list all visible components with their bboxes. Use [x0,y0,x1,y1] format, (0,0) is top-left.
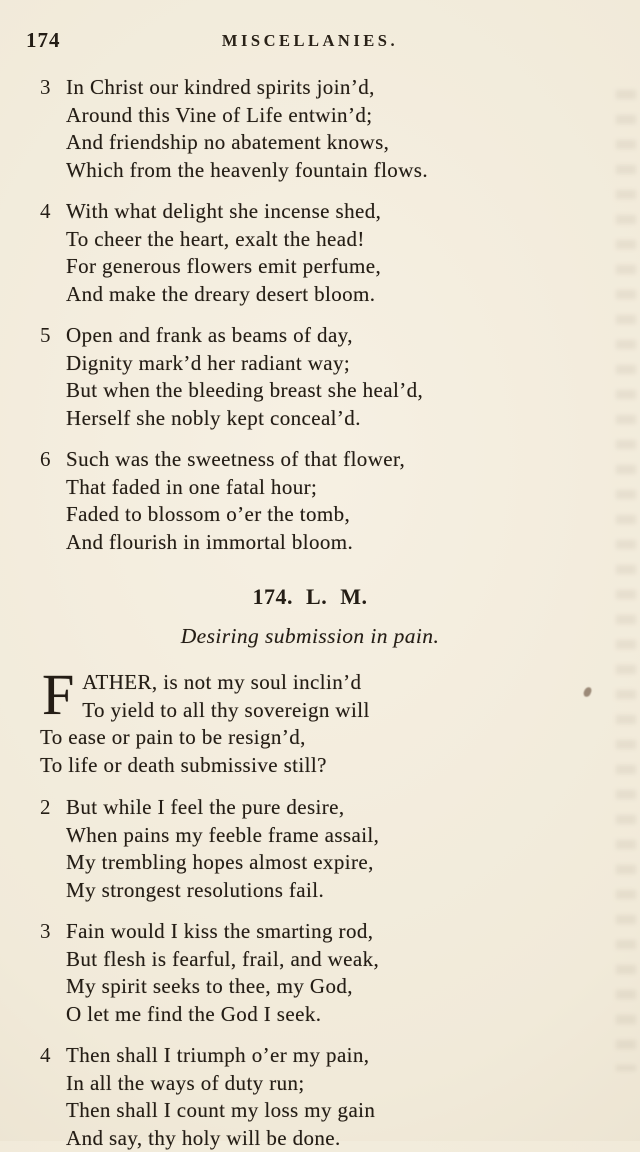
verse-line: In all the ways of duty run; [66,1070,580,1098]
verse [40,794,580,904]
verse [40,198,580,308]
first-verse-rest [40,724,580,779]
verse-line: To ease or pain to be resign’d, [40,724,580,752]
verse-lines [66,74,580,184]
verse-number: 4 [40,1042,66,1152]
verse-number: 3 [40,918,66,1028]
running-head [40,26,580,62]
drop-cap: F [42,671,74,723]
verse [40,918,580,1028]
verses-top [40,74,580,556]
verse-line: Dignity mark’d her radiant way; [66,350,580,378]
verse-line: For generous flowers emit perfume, [66,253,580,281]
hymn-heading: 174. L. M. [40,584,580,610]
verse-lines [66,794,580,904]
verse-line: But while I feel the pure desire, [66,794,580,822]
verse-lines [66,446,580,556]
verse-line: And make the dreary desert bloom. [66,281,580,309]
verse-line: My trembling hopes almost expire, [66,849,580,877]
verse-line: Such was the sweetness of that flower, [66,446,580,474]
verse-line: And friendship no abatement knows, [66,129,580,157]
hymn-first-verse [40,669,580,779]
verse-line: And say, thy holy will be done. [66,1125,580,1152]
verse-line: When pains my feeble frame assail, [66,822,580,850]
verse-lines [66,322,580,432]
verse-number: 6 [40,446,66,556]
verse-number: 5 [40,322,66,432]
verse-line: Faded to blossom o’er the tomb, [66,501,580,529]
verse-number: 2 [40,794,66,904]
verse-line: Open and frank as beams of day, [66,322,580,350]
verse-line: To life or death submissive still? [40,752,580,780]
verse [40,1042,580,1152]
verse-line: Which from the heavenly fountain flows. [66,157,580,185]
verse-line: Then shall I triumph o’er my pain, [66,1042,580,1070]
verse-line: With what delight she incense shed, [66,198,580,226]
verse-line: But when the bleeding breast she heal’d, [66,377,580,405]
verse [40,446,580,556]
verse-line: My spirit seeks to thee, my God, [66,973,580,1001]
verse-lines [66,918,580,1028]
verse-line: ATHER, is not my soul inclin’d [40,669,580,697]
verse-line: My strongest resolutions fail. [66,877,580,905]
first-verse-top [40,669,580,724]
verse-line: Then shall I count my loss my gain [66,1097,580,1125]
running-title: MISCELLANIES. [40,31,580,51]
verse [40,74,580,184]
verse-line: In Christ our kindred spirits join’d, [66,74,580,102]
hymn-verses [40,794,580,1152]
verse-line: O let me find the God I seek. [66,1001,580,1029]
verse-line: To cheer the heart, exalt the head! [66,226,580,254]
verse-line: That faded in one fatal hour; [66,474,580,502]
verse-line: Fain would I kiss the smarting rod, [66,918,580,946]
page-number: 174 [26,28,61,53]
verse-line: Herself she nobly kept conceal’d. [66,405,580,433]
verse-number: 3 [40,74,66,184]
verse-lines [66,198,580,308]
hymn-title: Desiring submission in pain. [40,624,580,649]
verse-number: 4 [40,198,66,308]
verse [40,322,580,432]
verse-lines [66,1042,580,1152]
verse-line: And flourish in immortal bloom. [66,529,580,557]
verse-line: To yield to all thy sovereign will [40,697,580,725]
verse-line: Around this Vine of Life entwin’d; [66,102,580,130]
verse-line: But flesh is fearful, frail, and weak, [66,946,580,974]
